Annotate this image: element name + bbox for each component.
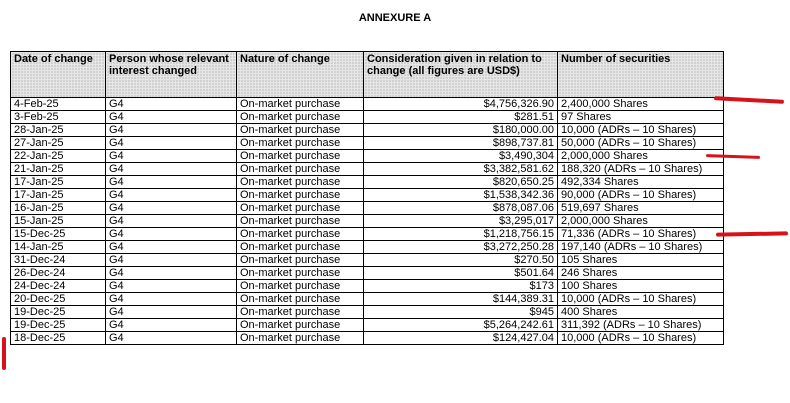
cell-person: G4 bbox=[106, 176, 237, 189]
table-row bbox=[11, 98, 724, 111]
cell-person: G4 bbox=[106, 267, 237, 280]
cell-date: 15-Dec-25 bbox=[11, 228, 106, 241]
red-underline-mark bbox=[714, 96, 784, 104]
cell-date: 17-Jan-25 bbox=[11, 176, 106, 189]
table-row bbox=[11, 332, 724, 345]
cell-person: G4 bbox=[106, 202, 237, 215]
cell-date: 22-Jan-25 bbox=[11, 150, 106, 163]
cell-consideration: $945 bbox=[364, 306, 558, 319]
cell-person: G4 bbox=[106, 111, 237, 124]
cell-consideration: $4,756,326.90 bbox=[364, 98, 558, 111]
cell-consideration: $3,382,581.62 bbox=[364, 163, 558, 176]
cell-person: G4 bbox=[106, 124, 237, 137]
cell-securities: 400 Shares bbox=[558, 306, 724, 319]
header-nature: Nature of change bbox=[237, 52, 364, 98]
cell-date: 24-Dec-24 bbox=[11, 280, 106, 293]
cell-securities: 100 Shares bbox=[558, 280, 724, 293]
cell-securities: 10,000 (ADRs – 10 Shares) bbox=[558, 124, 724, 137]
cell-consideration: $173 bbox=[364, 280, 558, 293]
cell-securities: 97 Shares bbox=[558, 111, 724, 124]
cell-nature: On-market purchase bbox=[237, 267, 364, 280]
table-row bbox=[11, 254, 724, 267]
cell-person: G4 bbox=[106, 98, 237, 111]
cell-nature: On-market purchase bbox=[237, 332, 364, 345]
cell-consideration: $1,218,756.15 bbox=[364, 228, 558, 241]
securities-table bbox=[10, 51, 724, 345]
table-row bbox=[11, 267, 724, 280]
cell-securities: 90,000 (ADRs – 10 Shares) bbox=[558, 189, 724, 202]
cell-date: 21-Jan-25 bbox=[11, 163, 106, 176]
cell-nature: On-market purchase bbox=[237, 306, 364, 319]
cell-nature: On-market purchase bbox=[237, 293, 364, 306]
cell-securities: 2,000,000 Shares bbox=[558, 215, 724, 228]
cell-person: G4 bbox=[106, 306, 237, 319]
cell-securities: 2,000,000 Shares bbox=[558, 150, 724, 163]
cell-date: 20-Dec-25 bbox=[11, 293, 106, 306]
cell-consideration: $144,389.31 bbox=[364, 293, 558, 306]
cell-consideration: $820,650.25 bbox=[364, 176, 558, 189]
cell-securities: 50,000 (ADRs – 10 Shares) bbox=[558, 137, 724, 150]
cell-person: G4 bbox=[106, 319, 237, 332]
cell-nature: On-market purchase bbox=[237, 215, 364, 228]
cell-date: 28-Jan-25 bbox=[11, 124, 106, 137]
cell-date: 19-Dec-25 bbox=[11, 306, 106, 319]
table-row bbox=[11, 319, 724, 332]
cell-date: 15-Jan-25 bbox=[11, 215, 106, 228]
table-row bbox=[11, 280, 724, 293]
cell-person: G4 bbox=[106, 280, 237, 293]
cell-person: G4 bbox=[106, 215, 237, 228]
cell-consideration: $124,427.04 bbox=[364, 332, 558, 345]
cell-consideration: $270.50 bbox=[364, 254, 558, 267]
cell-date: 19-Dec-25 bbox=[11, 319, 106, 332]
cell-securities: 10,000 (ADRs – 10 Shares) bbox=[558, 332, 724, 345]
cell-securities: 71,336 (ADRs – 10 Shares) bbox=[558, 228, 724, 241]
cell-person: G4 bbox=[106, 254, 237, 267]
table-row bbox=[11, 150, 724, 163]
table-row bbox=[11, 176, 724, 189]
cell-person: G4 bbox=[106, 137, 237, 150]
cell-securities: 197,140 (ADRs – 10 Shares) bbox=[558, 241, 724, 254]
cell-nature: On-market purchase bbox=[237, 111, 364, 124]
cell-securities: 105 Shares bbox=[558, 254, 724, 267]
cell-nature: On-market purchase bbox=[237, 280, 364, 293]
cell-consideration: $898,737.81 bbox=[364, 137, 558, 150]
cell-nature: On-market purchase bbox=[237, 319, 364, 332]
red-underline-mark bbox=[716, 231, 788, 236]
cell-date: 27-Jan-25 bbox=[11, 137, 106, 150]
cell-person: G4 bbox=[106, 241, 237, 254]
cell-consideration: $878,087.06 bbox=[364, 202, 558, 215]
cell-nature: On-market purchase bbox=[237, 176, 364, 189]
cell-date: 4-Feb-25 bbox=[11, 98, 106, 111]
cell-securities: 188,320 (ADRs – 10 Shares) bbox=[558, 163, 724, 176]
cell-nature: On-market purchase bbox=[237, 228, 364, 241]
cell-nature: On-market purchase bbox=[237, 202, 364, 215]
cell-person: G4 bbox=[106, 228, 237, 241]
cell-person: G4 bbox=[106, 293, 237, 306]
cell-consideration: $501.64 bbox=[364, 267, 558, 280]
table-row bbox=[11, 163, 724, 176]
table-body bbox=[11, 98, 724, 345]
cell-securities: 519,697 Shares bbox=[558, 202, 724, 215]
cell-date: 17-Jan-25 bbox=[11, 189, 106, 202]
cell-consideration: $180,000.00 bbox=[364, 124, 558, 137]
cell-consideration: $3,295,017 bbox=[364, 215, 558, 228]
cell-date: 31-Dec-24 bbox=[11, 254, 106, 267]
cell-securities: 311,392 (ADRs – 10 Shares) bbox=[558, 319, 724, 332]
table-row bbox=[11, 241, 724, 254]
cell-nature: On-market purchase bbox=[237, 124, 364, 137]
cell-nature: On-market purchase bbox=[237, 137, 364, 150]
cell-consideration: $5,264,242.61 bbox=[364, 319, 558, 332]
cell-nature: On-market purchase bbox=[237, 150, 364, 163]
cell-nature: On-market purchase bbox=[237, 163, 364, 176]
header-securities: Number of securities bbox=[558, 52, 724, 98]
cell-date: 14-Jan-25 bbox=[11, 241, 106, 254]
cell-nature: On-market purchase bbox=[237, 241, 364, 254]
cell-securities: 246 Shares bbox=[558, 267, 724, 280]
cell-securities: 10,000 (ADRs – 10 Shares) bbox=[558, 293, 724, 306]
cell-date: 26-Dec-24 bbox=[11, 267, 106, 280]
header-consideration: Consideration given in relation to change (all figures are USD$) bbox=[364, 52, 558, 98]
table-row bbox=[11, 228, 724, 241]
cell-consideration: $1,538,342.36 bbox=[364, 189, 558, 202]
table-row bbox=[11, 137, 724, 150]
cell-date: 18-Dec-25 bbox=[11, 332, 106, 345]
table-row bbox=[11, 111, 724, 124]
cell-nature: On-market purchase bbox=[237, 254, 364, 267]
table-row bbox=[11, 202, 724, 215]
cell-date: 3-Feb-25 bbox=[11, 111, 106, 124]
cell-consideration: $3,272,250.28 bbox=[364, 241, 558, 254]
cell-person: G4 bbox=[106, 150, 237, 163]
table-header-row bbox=[11, 52, 724, 98]
cell-date: 16-Jan-25 bbox=[11, 202, 106, 215]
cell-person: G4 bbox=[106, 163, 237, 176]
cell-consideration: $3,490,304 bbox=[364, 150, 558, 163]
page-title: ANNEXURE A bbox=[358, 12, 432, 24]
table-row bbox=[11, 124, 724, 137]
cell-nature: On-market purchase bbox=[237, 98, 364, 111]
header-person: Person whose relevant interest changed bbox=[106, 52, 237, 98]
cell-securities: 492,334 Shares bbox=[558, 176, 724, 189]
cell-person: G4 bbox=[106, 189, 237, 202]
cell-nature: On-market purchase bbox=[237, 189, 364, 202]
table-row bbox=[11, 306, 724, 319]
red-margin-mark bbox=[2, 337, 6, 370]
header-date: Date of change bbox=[11, 52, 106, 98]
table-row bbox=[11, 293, 724, 306]
cell-person: G4 bbox=[106, 332, 237, 345]
table-row bbox=[11, 215, 724, 228]
cell-securities: 2,400,000 Shares bbox=[558, 98, 724, 111]
table-row bbox=[11, 189, 724, 202]
cell-consideration: $281.51 bbox=[364, 111, 558, 124]
